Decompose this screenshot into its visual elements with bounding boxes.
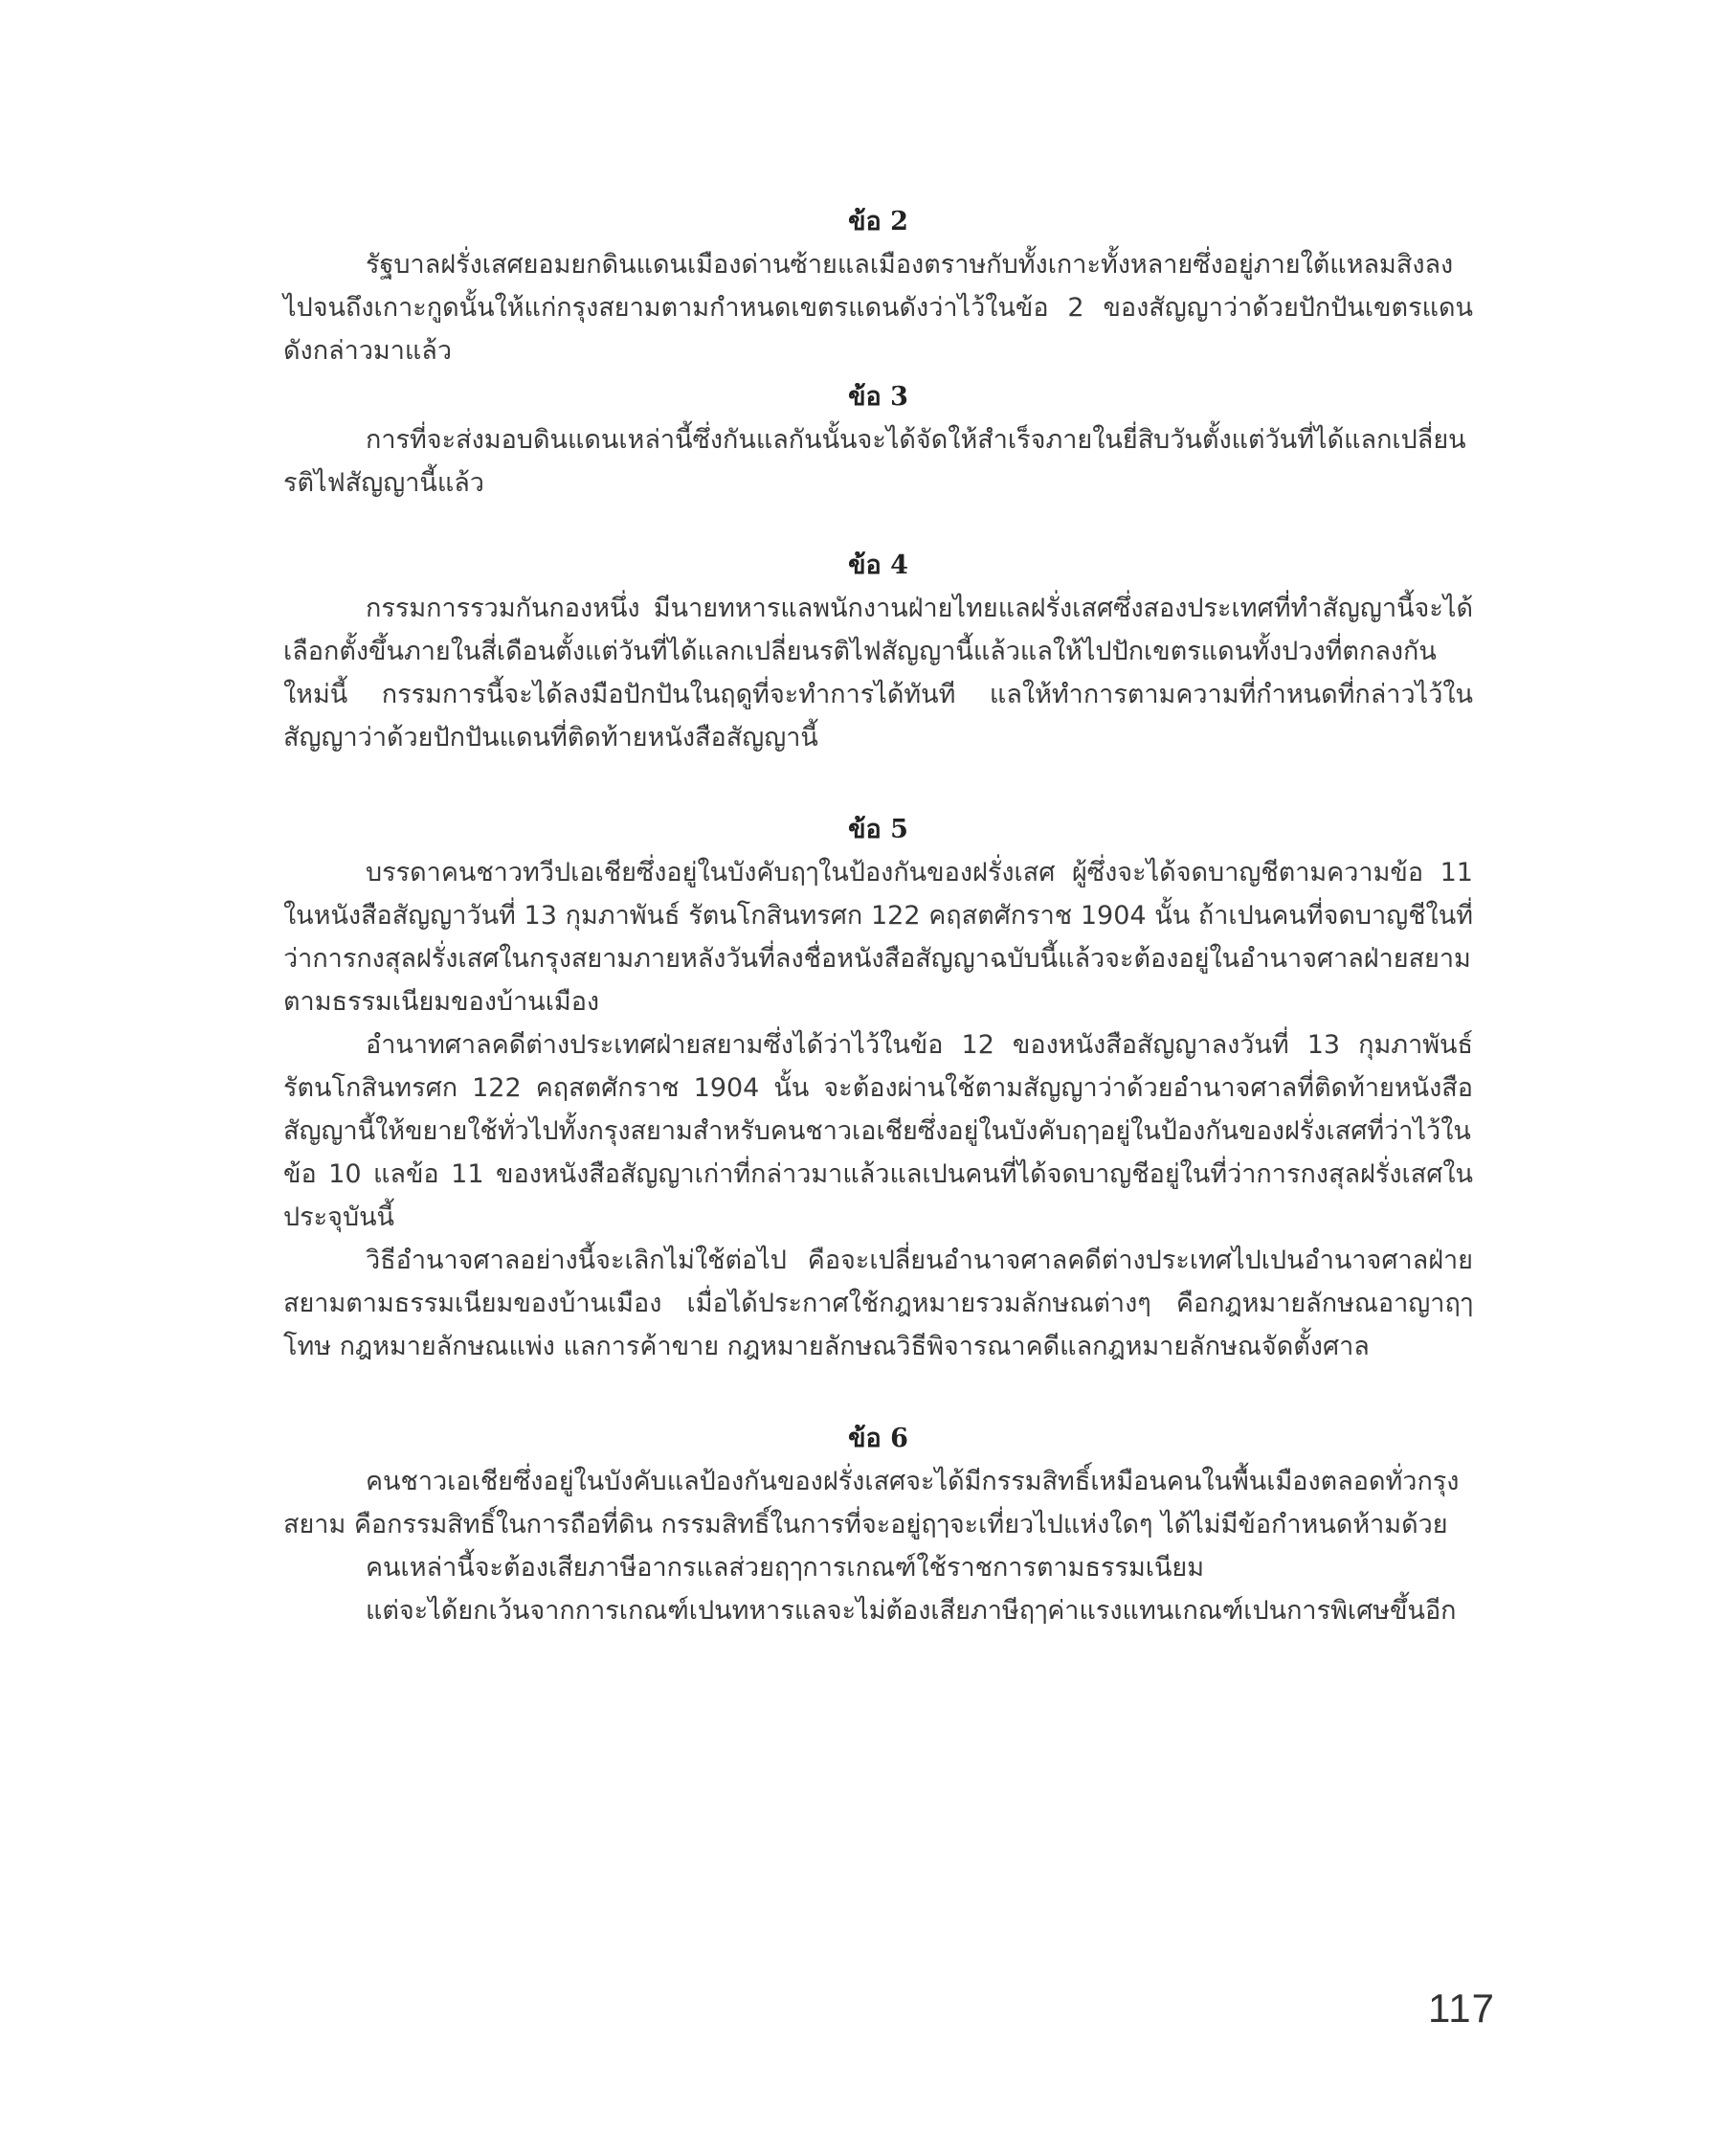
page-number: 117 xyxy=(1428,1986,1495,2031)
spacer xyxy=(283,505,1473,545)
spacer xyxy=(283,1368,1473,1418)
article-6 xyxy=(283,1418,1473,1632)
article-3 xyxy=(283,376,1473,505)
article-heading: ข้อ 6 xyxy=(848,1424,908,1453)
article-paragraph: การที่จะส่งมอบดินแดนเหล่านี้ซึ่งกันแลกันนั้นจะได้จัดให้สำเร็จภายในยี่สิบวันตั้งแต่วันที่ได้แลกเปลี่ยนรติไฟสัญญานี้แล้ว xyxy=(283,425,1466,498)
article-paragraph: วิธีอำนาจศาลอย่างนี้จะเลิกไม่ใช้ต่อไป คือจะเปลี่ยนอำนาจศาลคดีต่างประเทศไปเปนอำนาจศาลฝ่ายสยามตามธรรมเนียมของบ้านเมือง เมื่อได้ประกาศใช้กฎหมายรวมลักษณต่างๆ คือกฎหมายลักษณอาญาฤๅโทษ กฎหมายลักษณแพ่ง แลการค้าขาย กฎหมายลักษณวิธีพิจารณาคดีแลกฎหมายลักษณจัดตั้งศาล xyxy=(283,1246,1473,1361)
article-paragraph: คนเหล่านี้จะต้องเสียภาษีอากรแลส่วยฤๅการเกณฑ์ใช้ราชการตามธรรมเนียม xyxy=(366,1553,1205,1583)
article-paragraph: คนชาวเอเชียซึ่งอยู่ในบังคับแลป้องกันของฝรั่งเสศจะได้มีกรรมสิทธิ์เหมือนคนในพื้นเมืองตลอดทั่วกรุงสยาม คือกรรมสิทธิ์ในการถือที่ดิน กรรมสิทธิ์ในการที่จะอยู่ฤๅจะเที่ยวไปแห่งใดๆ ได้ไม่มีข้อกำหนดห้ามด้วย xyxy=(283,1467,1460,1539)
article-paragraph: อำนาทศาลคดีต่างประเทศฝ่ายสยามซึ่งได้ว่าไว้ในข้อ 12 ของหนังสือสัญญาลงวันที่ 13 กุมภาพันธ์ รัตนโกสินทรศก 122 คฤสตศักราช 1904 นั้น จะต้องผ่านใช้ตามสัญญาว่าด้วยอำนาจศาลที่ติดท้ายหนังสือสัญญานี้ให้ขยายใช้ทั่วไปทั้งกรุงสยามสำหรับคนชาวเอเชียซึ่งอยู่ในบังคับฤๅอยู่ในป้องกันของฝรั่งเสศที่ว่าไว้ในข้อ 10 แลข้อ 11 ของหนังสือสัญญาเก่าที่กล่าวมาแล้วแลเปนคนที่ได้จดบาญชีอยู่ในที่ว่าการกงสุลฝรั่งเสศในประจุบันนี้ xyxy=(283,1030,1473,1232)
article-heading: ข้อ 3 xyxy=(848,382,908,412)
article-heading: ข้อ 5 xyxy=(848,815,908,844)
article-paragraph: กรรมการรวมกันกองหนึ่ง มีนายทหารแลพนักงานฝ่ายไทยแลฝรั่งเสศซึ่งสองประเทศที่ทำสัญญานี้จะได้เลือกตั้งขึ้นภายในสี่เดือนตั้งแต่วันที่ได้แลกเปลี่ยนรติไฟสัญญานี้แล้วแลให้ไปปักเขตรแดนทั้งปวงที่ตกลงกันใหม่นี้ กรรมการนี้จะได้ลงมือปักปันในฤดูที่จะทำการได้ทันที แลให้ทำการตามความที่กำหนดที่กล่าวไว้ในสัญญาว่าด้วยปักปันแดนที่ติดท้ายหนังสือสัญญานี้ xyxy=(283,594,1473,752)
article-2 xyxy=(283,201,1473,372)
article-5 xyxy=(283,809,1473,1368)
document-body xyxy=(283,201,1473,1632)
article-4 xyxy=(283,545,1473,759)
spacer xyxy=(283,759,1473,809)
article-paragraph: รัฐบาลฝรั่งเสศยอมยกดินแดนเมืองด่านซ้ายแลเมืองตราษกับทั้งเกาะทั้งหลายซึ่งอยู่ภายใต้แหลมสิงลงไปจนถึงเกาะกูดนั้นให้แก่กรุงสยามตามกำหนดเขตรแดนดังว่าไว้ในข้อ 2 ของสัญญาว่าด้วยปักปันเขตรแดนดังกล่าวมาแล้ว xyxy=(283,250,1473,366)
article-paragraph: บรรดาคนชาวทวีปเอเชียซึ่งอยู่ในบังคับฤๅในป้องกันของฝรั่งเสศ ผู้ซึ่งจะได้จดบาญชีตามความข้อ 11 ในหนังสือสัญญาวันที่ 13 กุมภาพันธ์ รัตนโกสินทรศก 122 คฤสตศักราช 1904 นั้น ถ้าเปนคนที่จดบาญชีในที่ว่าการกงสุลฝรั่งเสศในกรุงสยามภายหลังวันที่ลงชื่อหนังสือสัญญาฉบับนี้แล้วจะต้องอยู่ในอำนาจศาลฝ่ายสยามตามธรรมเนียมของบ้านเมือง xyxy=(283,858,1473,1017)
article-paragraph: แต่จะได้ยกเว้นจากการเกณฑ์เปนทหารแลจะไม่ต้องเสียภาษีฤๅค่าแรงแทนเกณฑ์เปนการพิเศษขึ้นอีก xyxy=(366,1596,1457,1626)
article-heading: ข้อ 2 xyxy=(848,207,908,236)
article-heading: ข้อ 4 xyxy=(848,550,908,580)
